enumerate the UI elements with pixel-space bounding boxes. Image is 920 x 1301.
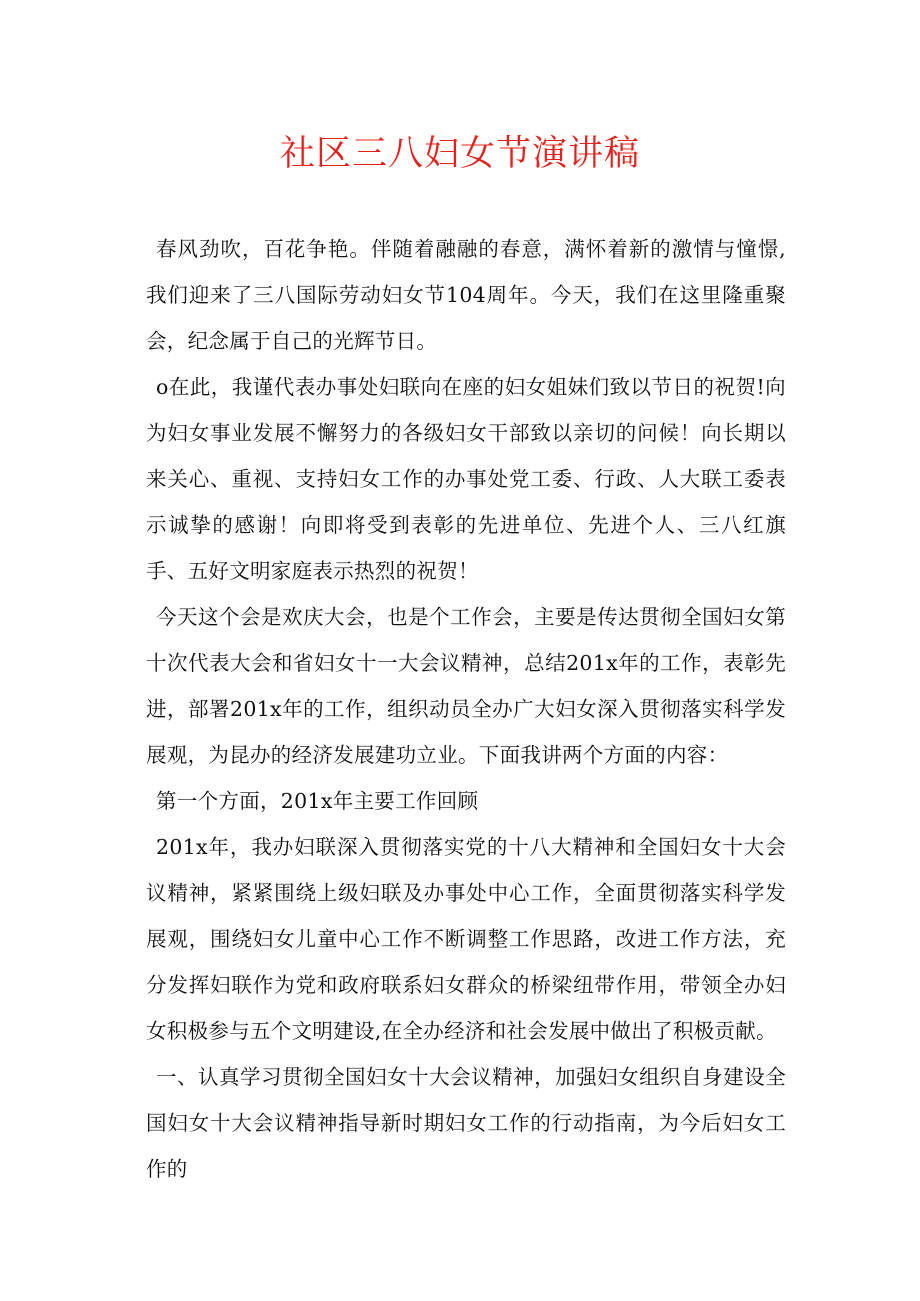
document-title: 社区三八妇女节演讲稿: [279, 134, 640, 174]
paragraph-opening: 春风劲吹，百花争艳。伴随着融融的春意，满怀着新的激情与憧憬,我们迎来了三八国际劳动妇女节104周年。今天，我们在这里隆重聚会，纪念属于自己的光辉节日。: [146, 237, 786, 353]
paragraph-item-one: 一、认真学习贯彻全国妇女十大会议精神，加强妇女组织自身建设全国妇女十大会议精神指导新时期妇女工作的行动指南，为今后妇女工作的: [146, 1065, 786, 1181]
section-heading-review: 第一个方面，201x年主要工作回顾: [156, 789, 479, 813]
paragraph-meeting-purpose: 今天这个会是欢庆大会，也是个工作会，主要是传达贯彻全国妇女第十次代表大会和省妇女十一大会议精神，总结201x年的工作，表彰先进，部署201x年的工作，组织动员全办广大妇女深入贯彻落实科学发展观，为昆办的经济发展建功立业。下面我讲两个方面的内容：: [146, 605, 786, 767]
document-body: [146, 226, 786, 1192]
paragraph-greetings: o在此，我谨代表办事处妇联向在座的妇女姐妹们致以节日的祝贺!向为妇女事业发展不懈努力的各级妇女干部致以亲切的问候！向长期以来关心、重视、支持妇女工作的办事处党工委、行政、人大联工委表示诚挚的感谢！向即将受到表彰的先进单位、先进个人、三八红旗手、五好文明家庭表示热烈的祝贺！: [146, 375, 786, 583]
paragraph-work-review: 201x年，我办妇联深入贯彻落实党的十八大精神和全国妇女十大会议精神，紧紧围绕上级妇联及办事处中心工作，全面贯彻落实科学发展观，围绕妇女儿童中心工作不断调整工作思路，改进工作方法，充分发挥妇联作为党和政府联系妇女群众的桥梁纽带作用，带领全办妇女积极参与五个文明建设,在全办经济和社会发展中做出了积极贡献。: [146, 835, 786, 1043]
